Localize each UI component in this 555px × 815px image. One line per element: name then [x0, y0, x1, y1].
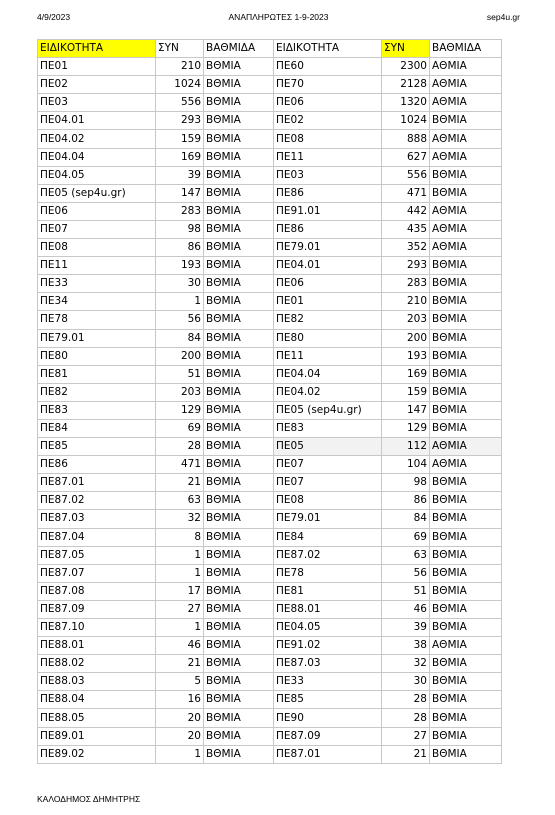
cell-level-left: ΒΘΜΙΑ	[204, 275, 274, 293]
header-site: sep4u.gr	[486, 12, 520, 22]
header-title: ΑΝΑΠΛΗΡΩΤΕΣ 1-9-2023	[228, 12, 329, 22]
cell-count-right: 200	[382, 329, 430, 347]
cell-level-right: ΒΘΜΙΑ	[430, 257, 502, 275]
cell-specialty-right: ΠΕ04.04	[274, 365, 382, 383]
cell-count-right: 112	[382, 438, 430, 456]
cell-specialty-right: ΠΕ03	[274, 166, 382, 184]
cell-level-right: ΒΘΜΙΑ	[430, 564, 502, 582]
header-level-right: ΒΑΘΜΙΔΑ	[430, 40, 502, 58]
cell-count-left: 30	[156, 275, 204, 293]
cell-level-right: ΒΘΜΙΑ	[430, 112, 502, 130]
cell-specialty-left: ΠΕ88.05	[38, 709, 156, 727]
cell-count-right: 471	[382, 184, 430, 202]
cell-count-right: 1320	[382, 94, 430, 112]
cell-specialty-right: ΠΕ80	[274, 329, 382, 347]
cell-count-left: 20	[156, 709, 204, 727]
cell-level-left: ΒΘΜΙΑ	[204, 220, 274, 238]
cell-count-left: 16	[156, 691, 204, 709]
table-row	[38, 637, 502, 655]
cell-count-right: 293	[382, 257, 430, 275]
cell-specialty-left: ΠΕ78	[38, 311, 156, 329]
cell-specialty-left: ΠΕ04.01	[38, 112, 156, 130]
cell-count-right: 38	[382, 637, 430, 655]
cell-level-right: ΑΘΜΙΑ	[430, 456, 502, 474]
cell-specialty-right: ΠΕ86	[274, 220, 382, 238]
cell-count-right: 556	[382, 166, 430, 184]
cell-count-left: 21	[156, 474, 204, 492]
cell-specialty-right: ΠΕ04.02	[274, 383, 382, 401]
cell-specialty-left: ΠΕ06	[38, 202, 156, 220]
cell-specialty-left: ΠΕ89.01	[38, 727, 156, 745]
cell-count-right: 28	[382, 691, 430, 709]
cell-level-right: ΒΘΜΙΑ	[430, 311, 502, 329]
cell-level-right: ΑΘΜΙΑ	[430, 239, 502, 257]
table-row	[38, 94, 502, 112]
cell-specialty-right: ΠΕ05	[274, 438, 382, 456]
cell-level-right: ΒΘΜΙΑ	[430, 691, 502, 709]
cell-specialty-left: ΠΕ87.07	[38, 564, 156, 582]
cell-count-left: 56	[156, 311, 204, 329]
table-row	[38, 275, 502, 293]
specialty-table	[37, 39, 502, 764]
cell-level-left: ΒΘΜΙΑ	[204, 130, 274, 148]
cell-specialty-right: ΠΕ79.01	[274, 510, 382, 528]
table-row	[38, 239, 502, 257]
table-row	[38, 311, 502, 329]
cell-count-right: 159	[382, 383, 430, 401]
cell-count-right: 32	[382, 655, 430, 673]
cell-level-left: ΒΘΜΙΑ	[204, 745, 274, 763]
cell-specialty-right: ΠΕ04.05	[274, 619, 382, 637]
cell-count-right: 104	[382, 456, 430, 474]
table-row	[38, 184, 502, 202]
cell-count-right: 1024	[382, 112, 430, 130]
header-specialty-left: ΕΙΔΙΚΟΤΗΤΑ	[38, 40, 156, 58]
cell-level-right: ΒΘΜΙΑ	[430, 546, 502, 564]
cell-specialty-left: ΠΕ87.03	[38, 510, 156, 528]
cell-count-right: 21	[382, 745, 430, 763]
cell-level-left: ΒΘΜΙΑ	[204, 582, 274, 600]
table-row	[38, 528, 502, 546]
cell-level-left: ΒΘΜΙΑ	[204, 76, 274, 94]
cell-specialty-left: ΠΕ88.01	[38, 637, 156, 655]
cell-level-left: ΒΘΜΙΑ	[204, 365, 274, 383]
cell-level-right: ΑΘΜΙΑ	[430, 76, 502, 94]
cell-count-right: 169	[382, 365, 430, 383]
cell-specialty-right: ΠΕ78	[274, 564, 382, 582]
cell-specialty-left: ΠΕ03	[38, 94, 156, 112]
table-row	[38, 76, 502, 94]
cell-level-right: ΒΘΜΙΑ	[430, 275, 502, 293]
cell-level-right: ΒΘΜΙΑ	[430, 673, 502, 691]
cell-level-left: ΒΘΜΙΑ	[204, 347, 274, 365]
header-count-right: ΣΥΝ	[382, 40, 430, 58]
table-row	[38, 419, 502, 437]
table-row	[38, 474, 502, 492]
cell-specialty-right: ΠΕ08	[274, 492, 382, 510]
cell-count-right: 203	[382, 311, 430, 329]
cell-count-left: 63	[156, 492, 204, 510]
cell-count-right: 46	[382, 600, 430, 618]
table-row	[38, 492, 502, 510]
header-date: 4/9/2023	[37, 12, 71, 22]
cell-count-left: 17	[156, 582, 204, 600]
cell-count-left: 98	[156, 220, 204, 238]
cell-specialty-right: ΠΕ85	[274, 691, 382, 709]
cell-specialty-left: ΠΕ87.05	[38, 546, 156, 564]
cell-specialty-left: ΠΕ86	[38, 456, 156, 474]
cell-level-right: ΒΘΜΙΑ	[430, 528, 502, 546]
table-row	[38, 619, 502, 637]
cell-count-left: 1	[156, 619, 204, 637]
cell-level-left: ΒΘΜΙΑ	[204, 239, 274, 257]
cell-specialty-right: ΠΕ11	[274, 347, 382, 365]
cell-specialty-right: ΠΕ86	[274, 184, 382, 202]
header-count-left: ΣΥΝ	[156, 40, 204, 58]
cell-specialty-left: ΠΕ79.01	[38, 329, 156, 347]
cell-specialty-left: ΠΕ82	[38, 383, 156, 401]
cell-level-left: ΒΘΜΙΑ	[204, 419, 274, 437]
cell-count-left: 28	[156, 438, 204, 456]
cell-level-left: ΒΘΜΙΑ	[204, 546, 274, 564]
cell-specialty-left: ΠΕ89.02	[38, 745, 156, 763]
table-row	[38, 383, 502, 401]
cell-count-left: 20	[156, 727, 204, 745]
table-body	[38, 58, 502, 764]
cell-level-right: ΑΘΜΙΑ	[430, 202, 502, 220]
table-row	[38, 582, 502, 600]
cell-level-left: ΒΘΜΙΑ	[204, 293, 274, 311]
cell-count-left: 32	[156, 510, 204, 528]
cell-level-left: ΒΘΜΙΑ	[204, 184, 274, 202]
cell-level-right: ΒΘΜΙΑ	[430, 293, 502, 311]
cell-level-right: ΒΘΜΙΑ	[430, 401, 502, 419]
cell-count-left: 27	[156, 600, 204, 618]
cell-level-right: ΒΘΜΙΑ	[430, 745, 502, 763]
cell-count-right: 210	[382, 293, 430, 311]
cell-specialty-right: ΠΕ84	[274, 528, 382, 546]
header-level-left: ΒΑΘΜΙΔΑ	[204, 40, 274, 58]
cell-specialty-right: ΠΕ01	[274, 293, 382, 311]
cell-specialty-right: ΠΕ04.01	[274, 257, 382, 275]
cell-level-right: ΑΘΜΙΑ	[430, 58, 502, 76]
cell-level-left: ΒΘΜΙΑ	[204, 474, 274, 492]
cell-specialty-right: ΠΕ07	[274, 456, 382, 474]
cell-count-right: 442	[382, 202, 430, 220]
cell-count-left: 129	[156, 401, 204, 419]
cell-specialty-right: ΠΕ02	[274, 112, 382, 130]
cell-specialty-right: ΠΕ05 (sep4u.gr)	[274, 401, 382, 419]
cell-specialty-right: ΠΕ91.01	[274, 202, 382, 220]
cell-count-right: 51	[382, 582, 430, 600]
table-row	[38, 600, 502, 618]
cell-count-right: 84	[382, 510, 430, 528]
table-row	[38, 347, 502, 365]
cell-count-right: 56	[382, 564, 430, 582]
cell-specialty-right: ΠΕ83	[274, 419, 382, 437]
table-row	[38, 329, 502, 347]
table-row	[38, 510, 502, 528]
cell-specialty-right: ΠΕ60	[274, 58, 382, 76]
cell-level-left: ΒΘΜΙΑ	[204, 492, 274, 510]
cell-specialty-left: ΠΕ05 (sep4u.gr)	[38, 184, 156, 202]
cell-specialty-left: ΠΕ01	[38, 58, 156, 76]
cell-specialty-right: ΠΕ06	[274, 94, 382, 112]
cell-count-left: 21	[156, 655, 204, 673]
cell-specialty-left: ΠΕ02	[38, 76, 156, 94]
cell-count-left: 200	[156, 347, 204, 365]
cell-level-right: ΒΘΜΙΑ	[430, 492, 502, 510]
cell-level-left: ΒΘΜΙΑ	[204, 166, 274, 184]
cell-count-right: 39	[382, 619, 430, 637]
page-header	[37, 10, 520, 24]
table-row	[38, 673, 502, 691]
cell-count-right: 30	[382, 673, 430, 691]
cell-specialty-right: ΠΕ87.03	[274, 655, 382, 673]
cell-level-left: ΒΘΜΙΑ	[204, 727, 274, 745]
cell-count-left: 471	[156, 456, 204, 474]
cell-count-left: 210	[156, 58, 204, 76]
cell-specialty-right: ΠΕ07	[274, 474, 382, 492]
cell-specialty-right: ΠΕ82	[274, 311, 382, 329]
cell-count-left: 5	[156, 673, 204, 691]
cell-specialty-left: ΠΕ80	[38, 347, 156, 365]
cell-specialty-right: ΠΕ81	[274, 582, 382, 600]
cell-specialty-right: ΠΕ90	[274, 709, 382, 727]
cell-specialty-right: ΠΕ87.01	[274, 745, 382, 763]
table-row	[38, 257, 502, 275]
cell-level-right: ΒΘΜΙΑ	[430, 600, 502, 618]
cell-level-left: ΒΘΜΙΑ	[204, 329, 274, 347]
table-row	[38, 166, 502, 184]
cell-level-right: ΒΘΜΙΑ	[430, 383, 502, 401]
cell-level-left: ΒΘΜΙΑ	[204, 510, 274, 528]
cell-level-left: ΒΘΜΙΑ	[204, 148, 274, 166]
cell-level-left: ΒΘΜΙΑ	[204, 401, 274, 419]
cell-count-left: 46	[156, 637, 204, 655]
table-row	[38, 546, 502, 564]
table-row	[38, 438, 502, 456]
cell-specialty-left: ΠΕ87.08	[38, 582, 156, 600]
cell-specialty-left: ΠΕ07	[38, 220, 156, 238]
cell-count-left: 193	[156, 257, 204, 275]
cell-count-right: 147	[382, 401, 430, 419]
cell-count-right: 2300	[382, 58, 430, 76]
cell-level-right: ΒΘΜΙΑ	[430, 365, 502, 383]
table-row	[38, 564, 502, 582]
table-row	[38, 691, 502, 709]
cell-specialty-left: ΠΕ84	[38, 419, 156, 437]
cell-level-left: ΒΘΜΙΑ	[204, 564, 274, 582]
cell-count-right: 63	[382, 546, 430, 564]
cell-level-right: ΒΘΜΙΑ	[430, 727, 502, 745]
cell-count-left: 1	[156, 564, 204, 582]
cell-count-left: 1	[156, 546, 204, 564]
cell-level-left: ΒΘΜΙΑ	[204, 456, 274, 474]
cell-specialty-left: ΠΕ33	[38, 275, 156, 293]
cell-count-left: 8	[156, 528, 204, 546]
cell-count-right: 352	[382, 239, 430, 257]
cell-count-right: 129	[382, 419, 430, 437]
cell-specialty-right: ΠΕ87.09	[274, 727, 382, 745]
table-row	[38, 456, 502, 474]
cell-count-left: 556	[156, 94, 204, 112]
cell-count-left: 1	[156, 745, 204, 763]
cell-count-left: 293	[156, 112, 204, 130]
cell-level-left: ΒΘΜΙΑ	[204, 655, 274, 673]
cell-specialty-left: ΠΕ87.10	[38, 619, 156, 637]
cell-level-right: ΑΘΜΙΑ	[430, 148, 502, 166]
cell-level-right: ΒΘΜΙΑ	[430, 166, 502, 184]
cell-level-left: ΒΘΜΙΑ	[204, 673, 274, 691]
table-row	[38, 401, 502, 419]
cell-specialty-left: ΠΕ04.05	[38, 166, 156, 184]
cell-specialty-right: ΠΕ88.01	[274, 600, 382, 618]
cell-count-right: 98	[382, 474, 430, 492]
cell-level-left: ΒΘΜΙΑ	[204, 637, 274, 655]
cell-specialty-right: ΠΕ33	[274, 673, 382, 691]
table-row	[38, 112, 502, 130]
cell-count-right: 888	[382, 130, 430, 148]
cell-count-left: 86	[156, 239, 204, 257]
cell-level-right: ΒΘΜΙΑ	[430, 184, 502, 202]
cell-level-right: ΒΘΜΙΑ	[430, 329, 502, 347]
table-row	[38, 655, 502, 673]
cell-specialty-left: ΠΕ83	[38, 401, 156, 419]
cell-level-left: ΒΘΜΙΑ	[204, 438, 274, 456]
cell-count-right: 627	[382, 148, 430, 166]
cell-count-left: 39	[156, 166, 204, 184]
cell-count-left: 159	[156, 130, 204, 148]
table-row	[38, 727, 502, 745]
cell-level-right: ΒΘΜΙΑ	[430, 419, 502, 437]
cell-count-left: 84	[156, 329, 204, 347]
cell-level-left: ΒΘΜΙΑ	[204, 691, 274, 709]
cell-count-left: 1	[156, 293, 204, 311]
table-header-row	[38, 40, 502, 58]
table-row	[38, 745, 502, 763]
cell-count-right: 28	[382, 709, 430, 727]
cell-level-right: ΑΘΜΙΑ	[430, 220, 502, 238]
cell-level-right: ΒΘΜΙΑ	[430, 655, 502, 673]
table-row	[38, 148, 502, 166]
table-row	[38, 293, 502, 311]
cell-specialty-right: ΠΕ70	[274, 76, 382, 94]
cell-count-right: 86	[382, 492, 430, 510]
cell-count-left: 147	[156, 184, 204, 202]
cell-count-right: 283	[382, 275, 430, 293]
page-footer: ΚΑΛΟΔΗΜΟΣ ΔΗΜΗΤΡΗΣ	[37, 794, 141, 804]
cell-count-right: 193	[382, 347, 430, 365]
cell-specialty-right: ΠΕ06	[274, 275, 382, 293]
cell-specialty-right: ΠΕ87.02	[274, 546, 382, 564]
cell-level-left: ΒΘΜΙΑ	[204, 202, 274, 220]
table-row	[38, 365, 502, 383]
cell-count-right: 2128	[382, 76, 430, 94]
cell-count-left: 1024	[156, 76, 204, 94]
cell-level-right: ΒΘΜΙΑ	[430, 619, 502, 637]
cell-specialty-left: ΠΕ87.02	[38, 492, 156, 510]
cell-level-right: ΑΘΜΙΑ	[430, 637, 502, 655]
cell-level-left: ΒΘΜΙΑ	[204, 112, 274, 130]
cell-level-right: ΑΘΜΙΑ	[430, 94, 502, 112]
cell-specialty-left: ΠΕ81	[38, 365, 156, 383]
cell-count-left: 169	[156, 148, 204, 166]
cell-level-left: ΒΘΜΙΑ	[204, 383, 274, 401]
cell-level-left: ΒΘΜΙΑ	[204, 600, 274, 618]
cell-specialty-left: ΠΕ11	[38, 257, 156, 275]
cell-specialty-right: ΠΕ11	[274, 148, 382, 166]
cell-specialty-left: ΠΕ08	[38, 239, 156, 257]
cell-specialty-left: ΠΕ88.04	[38, 691, 156, 709]
cell-level-left: ΒΘΜΙΑ	[204, 311, 274, 329]
table-row	[38, 130, 502, 148]
cell-specialty-left: ΠΕ85	[38, 438, 156, 456]
cell-level-right: ΑΘΜΙΑ	[430, 130, 502, 148]
cell-count-right: 69	[382, 528, 430, 546]
cell-count-left: 69	[156, 419, 204, 437]
cell-specialty-left: ΠΕ87.09	[38, 600, 156, 618]
cell-count-left: 203	[156, 383, 204, 401]
cell-count-right: 27	[382, 727, 430, 745]
cell-count-right: 435	[382, 220, 430, 238]
cell-level-left: ΒΘΜΙΑ	[204, 619, 274, 637]
table-row	[38, 220, 502, 238]
cell-specialty-left: ΠΕ04.04	[38, 148, 156, 166]
cell-level-right: ΑΘΜΙΑ	[430, 438, 502, 456]
cell-count-left: 51	[156, 365, 204, 383]
header-specialty-right: ΕΙΔΙΚΟΤΗΤΑ	[274, 40, 382, 58]
cell-level-right: ΒΘΜΙΑ	[430, 510, 502, 528]
cell-specialty-left: ΠΕ87.04	[38, 528, 156, 546]
cell-specialty-right: ΠΕ91.02	[274, 637, 382, 655]
cell-specialty-left: ΠΕ34	[38, 293, 156, 311]
cell-specialty-left: ΠΕ87.01	[38, 474, 156, 492]
table-row	[38, 58, 502, 76]
cell-specialty-left: ΠΕ88.02	[38, 655, 156, 673]
cell-level-right: ΒΘΜΙΑ	[430, 474, 502, 492]
cell-specialty-left: ΠΕ04.02	[38, 130, 156, 148]
cell-level-right: ΒΘΜΙΑ	[430, 347, 502, 365]
cell-specialty-left: ΠΕ88.03	[38, 673, 156, 691]
cell-level-left: ΒΘΜΙΑ	[204, 709, 274, 727]
cell-specialty-right: ΠΕ79.01	[274, 239, 382, 257]
table-row	[38, 709, 502, 727]
table-row	[38, 202, 502, 220]
cell-level-left: ΒΘΜΙΑ	[204, 58, 274, 76]
cell-specialty-right: ΠΕ08	[274, 130, 382, 148]
cell-count-left: 283	[156, 202, 204, 220]
cell-level-right: ΒΘΜΙΑ	[430, 582, 502, 600]
cell-level-left: ΒΘΜΙΑ	[204, 94, 274, 112]
cell-level-right: ΒΘΜΙΑ	[430, 709, 502, 727]
cell-level-left: ΒΘΜΙΑ	[204, 257, 274, 275]
cell-level-left: ΒΘΜΙΑ	[204, 528, 274, 546]
